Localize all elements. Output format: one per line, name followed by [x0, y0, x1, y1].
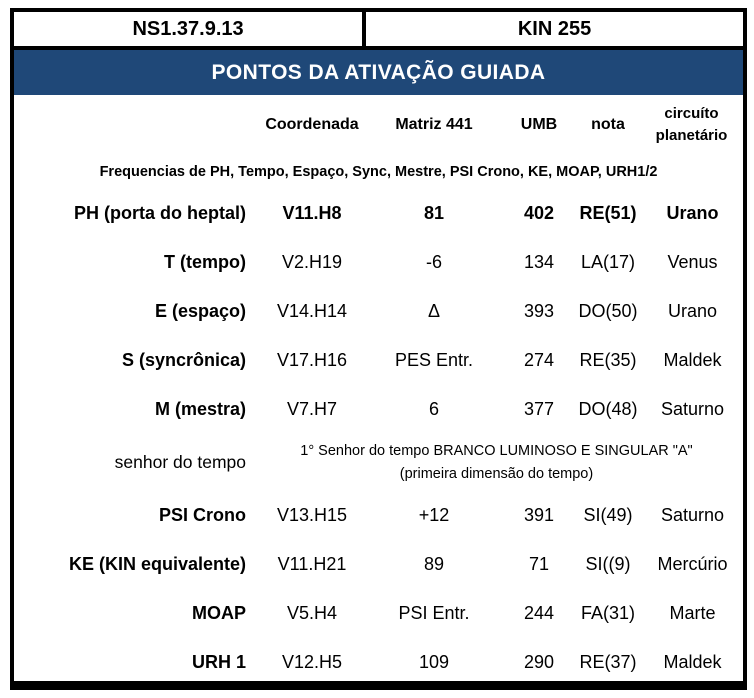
umb-value: 402	[523, 203, 555, 223]
circuito-value: Venus	[667, 252, 718, 272]
frequencies-subtitle: Frequencias de PH, Tempo, Espaço, Sync, Mestre, PSI Crono, KE, MOAP, URH1/2	[99, 164, 658, 180]
column-header-circuito-line1: circuíto	[664, 104, 719, 122]
column-header-circuito-planetario	[642, 103, 743, 148]
nota-value: SI((9)	[585, 554, 631, 574]
table-row-moap	[14, 589, 743, 638]
senhor-description-line1: 1° Senhor do tempo BRANCO LUMINOSO E SINGULAR "A"	[300, 443, 693, 460]
coordenada-value: V2.H19	[281, 252, 343, 272]
circuito-value: Saturno	[660, 399, 725, 419]
matriz-value: PES Entr.	[394, 350, 474, 370]
row-label: S (syncrônica)	[121, 350, 246, 370]
umb-value: 290	[523, 652, 555, 672]
nota-value: FA(31)	[580, 603, 636, 623]
coordenada-value: V12.H5	[281, 652, 343, 672]
umb-value: 71	[528, 554, 550, 574]
matriz-value: Δ	[427, 301, 441, 321]
row-label: senhor do tempo	[114, 452, 246, 472]
nota-value: LA(17)	[580, 252, 636, 272]
column-header-row	[14, 95, 743, 155]
nota-value: RE(35)	[579, 350, 637, 370]
umb-value: 377	[523, 399, 555, 419]
row-label: PH (porta do heptal)	[74, 203, 246, 223]
table-row-senhor-do-tempo	[14, 434, 743, 491]
matriz-value: PSI Entr.	[398, 603, 470, 623]
nota-value: DO(50)	[578, 301, 638, 321]
nota-value: RE(51)	[579, 203, 637, 223]
table-row-syncronica	[14, 336, 743, 385]
column-header-matriz: Matriz 441	[395, 116, 473, 133]
matriz-value: 81	[423, 203, 445, 223]
row-label: MOAP	[192, 603, 246, 623]
column-header-coordenada: Coordenada	[265, 116, 359, 133]
matriz-value: 109	[418, 652, 450, 672]
senhor-do-tempo-description	[260, 440, 743, 485]
column-header-nota: nota	[591, 116, 625, 133]
kin-number-cell: KIN 255	[366, 12, 743, 46]
column-header-umb: UMB	[520, 116, 558, 133]
coordenada-value: V5.H4	[286, 603, 338, 623]
circuito-value: Urano	[666, 203, 719, 223]
nota-value: SI(49)	[583, 505, 633, 525]
table-row-mestra	[14, 385, 743, 434]
umb-value: 391	[523, 505, 555, 525]
umb-value: 393	[523, 301, 555, 321]
row-label: KE (KIN equivalente)	[68, 554, 246, 574]
senhor-description-line2: (primeira dimensão do tempo)	[399, 465, 594, 482]
table-row-tempo	[14, 238, 743, 287]
circuito-value: Marte	[669, 603, 716, 623]
coordenada-value: V17.H16	[276, 350, 348, 370]
row-label: PSI Crono	[158, 505, 246, 525]
coordenada-value: V14.H14	[276, 301, 348, 321]
circuito-value: Saturno	[660, 505, 725, 525]
nota-value: DO(48)	[578, 399, 638, 419]
table-row-ph	[14, 189, 743, 238]
matriz-value: -6	[425, 252, 442, 272]
table-row-psi-crono	[14, 491, 743, 540]
coordenada-value: V11.H8	[282, 203, 342, 223]
column-header-planetario-line2: planetário	[655, 127, 728, 144]
circuito-value: Maldek	[663, 350, 722, 370]
matriz-value: +12	[418, 505, 450, 525]
umb-value: 244	[523, 603, 555, 623]
coordenada-value: V11.H21	[277, 554, 347, 574]
umb-value: 134	[523, 252, 555, 272]
circuito-value: Maldek	[663, 652, 722, 672]
ns-coordinate-cell: NS1.37.9.13	[14, 12, 366, 46]
table-row-ke	[14, 540, 743, 589]
coordenada-value: V13.H15	[276, 505, 348, 525]
row-label: M (mestra)	[154, 399, 246, 419]
circuito-value: Mercúrio	[657, 554, 728, 574]
coordenada-value: V7.H7	[286, 399, 338, 419]
top-header-row	[14, 12, 743, 50]
circuito-value: Urano	[667, 301, 718, 321]
matriz-value: 89	[423, 554, 445, 574]
nota-value: RE(37)	[579, 652, 637, 672]
matriz-value: 6	[428, 399, 439, 419]
table-row-espaco	[14, 287, 743, 336]
umb-value: 274	[523, 350, 555, 370]
row-label: URH 1	[191, 652, 246, 672]
activation-points-table	[10, 8, 747, 690]
title-banner: PONTOS DA ATIVAÇÃO GUIADA	[14, 50, 743, 95]
table-row-urh1	[14, 638, 743, 687]
row-label: T (tempo)	[164, 252, 246, 272]
row-label: E (espaço)	[154, 301, 246, 321]
